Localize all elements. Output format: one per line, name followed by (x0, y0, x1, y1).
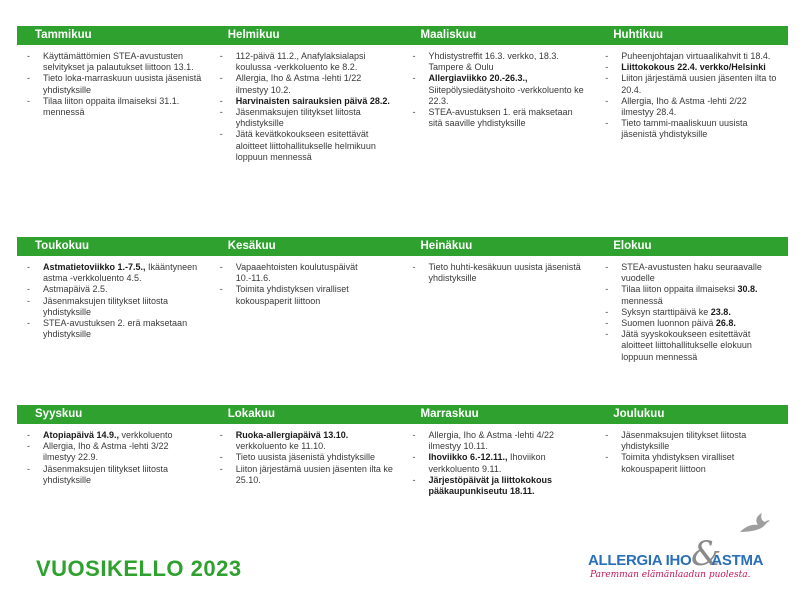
month-header: Maaliskuu (403, 26, 596, 45)
event-text: Toimita yhdistyksen viralliset kokouspaperit liittoon (235, 284, 349, 306)
event-text: verkkoluento (119, 430, 173, 440)
month-header: Lokakuu (210, 405, 403, 424)
month-header: Heinäkuu (403, 237, 596, 256)
event-item (605, 430, 780, 452)
event-item (605, 318, 780, 329)
event-item (27, 73, 202, 95)
event-text: Toimita yhdistyksen viralliset kokouspaperit liittoon (621, 452, 735, 474)
event-item (605, 51, 780, 62)
event-item (605, 452, 780, 474)
bullet-dash: - (219, 463, 223, 474)
event-item (220, 129, 395, 163)
event-text: Jäsenmaksujen tilitykset liitosta yhdistyksille (43, 295, 169, 317)
event-text: STEA-avustusten haku seuraavalle vuodelle (621, 262, 762, 284)
event-item (27, 296, 202, 318)
bullet-dash: - (27, 95, 30, 106)
bullet-dash: - (219, 262, 223, 272)
bullet-dash: - (605, 284, 609, 295)
month-header: Elokuu (595, 237, 788, 256)
bullet-dash: - (412, 107, 416, 118)
event-text: verkkoluento ke 11.10. (235, 441, 326, 452)
event-text: Jäsenmaksujen tilitykset liitosta yhdistyksille (43, 463, 169, 485)
month-elokuu (595, 237, 788, 363)
bullet-dash: - (27, 441, 30, 452)
month-toukokuu (17, 237, 210, 363)
event-list (17, 45, 210, 118)
month-lokakuu (210, 405, 403, 497)
event-highlight: Harvinaisten sairauksien päivä 28.2. (235, 95, 390, 106)
event-list (595, 256, 788, 363)
bullet-dash: - (27, 284, 30, 295)
event-text: Puheenjohtajan virtuaalikahvit ti 18.4. (621, 51, 771, 61)
bullet-dash: - (27, 318, 30, 329)
event-text: Tilaa liiton oppaita ilmaiseksi (621, 284, 738, 295)
calendar-row-2 (17, 237, 788, 363)
event-text: Allergia, Iho & Astma -lehti 3/22 ilmestyy 22.9. (43, 441, 169, 463)
event-text: Jätä syyskokoukseen esitettävät aloitteet liittohallitukselle elokuun loppuun mennessä (621, 329, 752, 362)
event-highlight: Ruoka-allergiapäivä 13.10. (235, 430, 349, 440)
event-item (27, 430, 202, 441)
bullet-dash: - (27, 51, 30, 61)
bullet-dash: - (27, 73, 30, 84)
month-huhtikuu (595, 26, 788, 163)
bullet-dash: - (605, 430, 609, 440)
event-text: Käyttämättömien STEA-avustusten selvitykset ja palautukset liittoon 13.1. (43, 51, 194, 73)
bullet-dash: - (219, 51, 223, 61)
month-header: Tammikuu (17, 26, 210, 45)
logo-tagline: Paremman elämänlaadun puolesta. (590, 570, 751, 580)
event-list (403, 256, 596, 284)
event-item (27, 96, 202, 118)
event-item (605, 73, 780, 95)
event-item (27, 441, 202, 463)
event-highlight: Atopiapäivä 14.9., (43, 430, 120, 440)
event-item (605, 96, 780, 118)
event-text: Yhdistystreffit 16.3. verkko, 18.3. Tampere & Oulu (428, 51, 559, 73)
bullet-dash: - (219, 73, 223, 84)
bullet-dash: - (219, 95, 223, 106)
month-header: Marraskuu (403, 405, 596, 424)
logo-text-left: ALLERGIA IHO (588, 552, 692, 569)
bullet-dash: - (605, 118, 609, 129)
event-item (413, 262, 588, 284)
month-header: Kesäkuu (210, 237, 403, 256)
bullet-dash: - (219, 430, 223, 440)
event-item (413, 430, 588, 452)
event-item (413, 475, 588, 497)
event-list (17, 424, 210, 486)
bullet-dash: - (605, 452, 609, 463)
event-item (605, 307, 780, 318)
month-marraskuu (403, 405, 596, 497)
bullet-dash: - (219, 107, 223, 118)
event-item (27, 51, 202, 73)
event-list (403, 424, 596, 497)
month-maaliskuu (403, 26, 596, 163)
event-text: Tieto huhti-kesäkuun uusista jäsenistä yhdistyksille (428, 262, 581, 284)
bullet-dash: - (605, 51, 609, 61)
calendar-row-3 (17, 405, 788, 497)
event-text: Syksyn starttipäivä ke (621, 306, 711, 317)
month-header: Toukokuu (17, 237, 210, 256)
event-text: Jäsenmaksujen tilitykset liitosta yhdistyksille (621, 430, 747, 452)
month-tammikuu (17, 26, 210, 163)
event-highlight: Astmatietoviikko 1.-7.5., (43, 262, 146, 272)
event-item (605, 262, 780, 284)
event-list (17, 256, 210, 340)
bullet-dash: - (27, 262, 30, 272)
event-text: Astmapäivä 2.5. (43, 284, 108, 295)
month-joulukuu (595, 405, 788, 497)
bullet-dash: - (605, 306, 609, 317)
event-item (413, 107, 588, 129)
event-highlight: Liittokokous 22.4. verkko/Helsinki (621, 62, 766, 73)
logo-ampersand: & (691, 534, 722, 574)
event-text: Allergia, Iho & Astma -lehti 2/22 ilmestyy 28.4. (621, 95, 747, 118)
calendar-row-1 (17, 26, 788, 163)
event-item (220, 284, 395, 306)
event-text: Jätä kevätkokoukseen esitettävät aloitteet liittohallitukselle helmikuun loppuun mennessä (235, 129, 376, 162)
event-item (27, 318, 202, 340)
brand-logo (588, 512, 793, 582)
event-text: mennessä (621, 295, 663, 306)
event-text: Tieto loka-marraskuun uusista jäsenistä yhdistyksille (43, 73, 202, 95)
event-text: Tieto tammi-maaliskuun uusista jäsenistä yhdistyksille (621, 118, 748, 140)
event-item (605, 329, 780, 363)
event-highlight: Järjestöpäivät ja liittokokous pääkaupunkiseutu 18.11. (428, 474, 553, 497)
event-highlight: 30.8. (737, 284, 758, 295)
event-item (220, 262, 395, 284)
event-item (220, 51, 395, 73)
event-highlight: 26.8. (715, 318, 736, 329)
event-item (605, 118, 780, 140)
month-syyskuu (17, 405, 210, 497)
bullet-dash: - (412, 51, 416, 61)
event-list (595, 424, 788, 475)
event-item (413, 73, 588, 107)
month-helmikuu (210, 26, 403, 163)
event-list (595, 45, 788, 141)
event-item (27, 262, 202, 284)
bullet-dash: - (412, 262, 416, 272)
event-text: Tieto uusista jäsenistä yhdistyksille (235, 452, 375, 463)
event-item (220, 73, 395, 95)
month-header: Huhtikuu (595, 26, 788, 45)
event-item (220, 96, 395, 107)
bullet-dash: - (219, 452, 223, 463)
logo-text-right: ASTMA (711, 552, 764, 569)
bullet-dash: - (219, 284, 223, 295)
event-list (403, 45, 596, 129)
bullet-dash: - (219, 129, 223, 140)
bullet-dash: - (412, 474, 416, 485)
event-list (210, 256, 403, 307)
event-text: Allergia, Iho & Astma -lehti 4/22 ilmestyy 10.11. (428, 430, 555, 452)
event-item (27, 284, 202, 295)
event-item (413, 452, 588, 474)
event-text: Ikääntyneen astma -verkkoluento 4.5. (43, 262, 198, 284)
month-heinäkuu (403, 237, 596, 363)
bullet-dash: - (605, 329, 609, 340)
month-header: Helmikuu (210, 26, 403, 45)
event-item (220, 430, 395, 452)
event-item (220, 464, 395, 486)
page-title: VUOSIKELLO 2023 (36, 556, 242, 581)
event-text: Ihoviikon verkkoluento 9.11. (428, 452, 546, 474)
event-text: 112-päivä 11.2., Anafylaksialapsi koulussa -verkkoluento ke 8.2. (235, 51, 366, 73)
logo-wordmark (588, 552, 763, 569)
bullet-dash: - (605, 318, 609, 329)
bullet-dash: - (27, 463, 30, 474)
bird-icon (738, 512, 770, 538)
bullet-dash: - (605, 62, 609, 73)
event-text: Siitepölysiedätyshoito -verkkoluento ke 22.3. (428, 84, 584, 106)
bullet-dash: - (605, 73, 609, 84)
event-text: Tilaa liiton oppaita ilmaiseksi 31.1. mennessä (43, 95, 180, 118)
bullet-dash: - (412, 73, 416, 84)
month-header: Syyskuu (17, 405, 210, 424)
month-header: Joulukuu (595, 405, 788, 424)
event-text: STEA-avustuksen 2. erä maksetaan yhdistyksille (43, 318, 188, 340)
event-text: Vapaaehtoisten koulutuspäivät 10.-11.6. (235, 262, 358, 284)
bullet-dash: - (605, 262, 609, 272)
event-item (605, 62, 780, 73)
event-item (413, 51, 588, 73)
event-list (210, 45, 403, 163)
event-text: Liiton järjestämä uusien jäsenten ilta to 20.4. (621, 73, 777, 95)
event-list (210, 424, 403, 486)
event-item (220, 452, 395, 463)
bullet-dash: - (605, 95, 609, 106)
event-highlight: Allergiaviikko 20.-26.3., (428, 73, 528, 84)
event-text: STEA-avustuksen 1. erä maksetaan sitä saaville yhdistyksille (428, 107, 573, 129)
event-highlight: 23.8. (710, 306, 731, 317)
bullet-dash: - (27, 430, 30, 440)
month-kesäkuu (210, 237, 403, 363)
bullet-dash: - (412, 452, 416, 463)
event-text: Suomen luonnon päivä (621, 318, 716, 329)
event-text: Allergia, Iho & Astma -lehti 1/22 ilmestyy 10.2. (235, 73, 362, 95)
event-highlight: Ihoviikko 6.-12.11., (428, 452, 508, 463)
event-item (27, 464, 202, 486)
event-item (220, 107, 395, 129)
event-item (605, 284, 780, 306)
bullet-dash: - (27, 295, 30, 306)
event-text: Jäsenmaksujen tilitykset liitosta yhdistyksille (235, 107, 361, 129)
bullet-dash: - (412, 430, 416, 440)
event-text: Liiton järjestämä uusien jäsenten ilta ke 25.10. (235, 463, 393, 485)
